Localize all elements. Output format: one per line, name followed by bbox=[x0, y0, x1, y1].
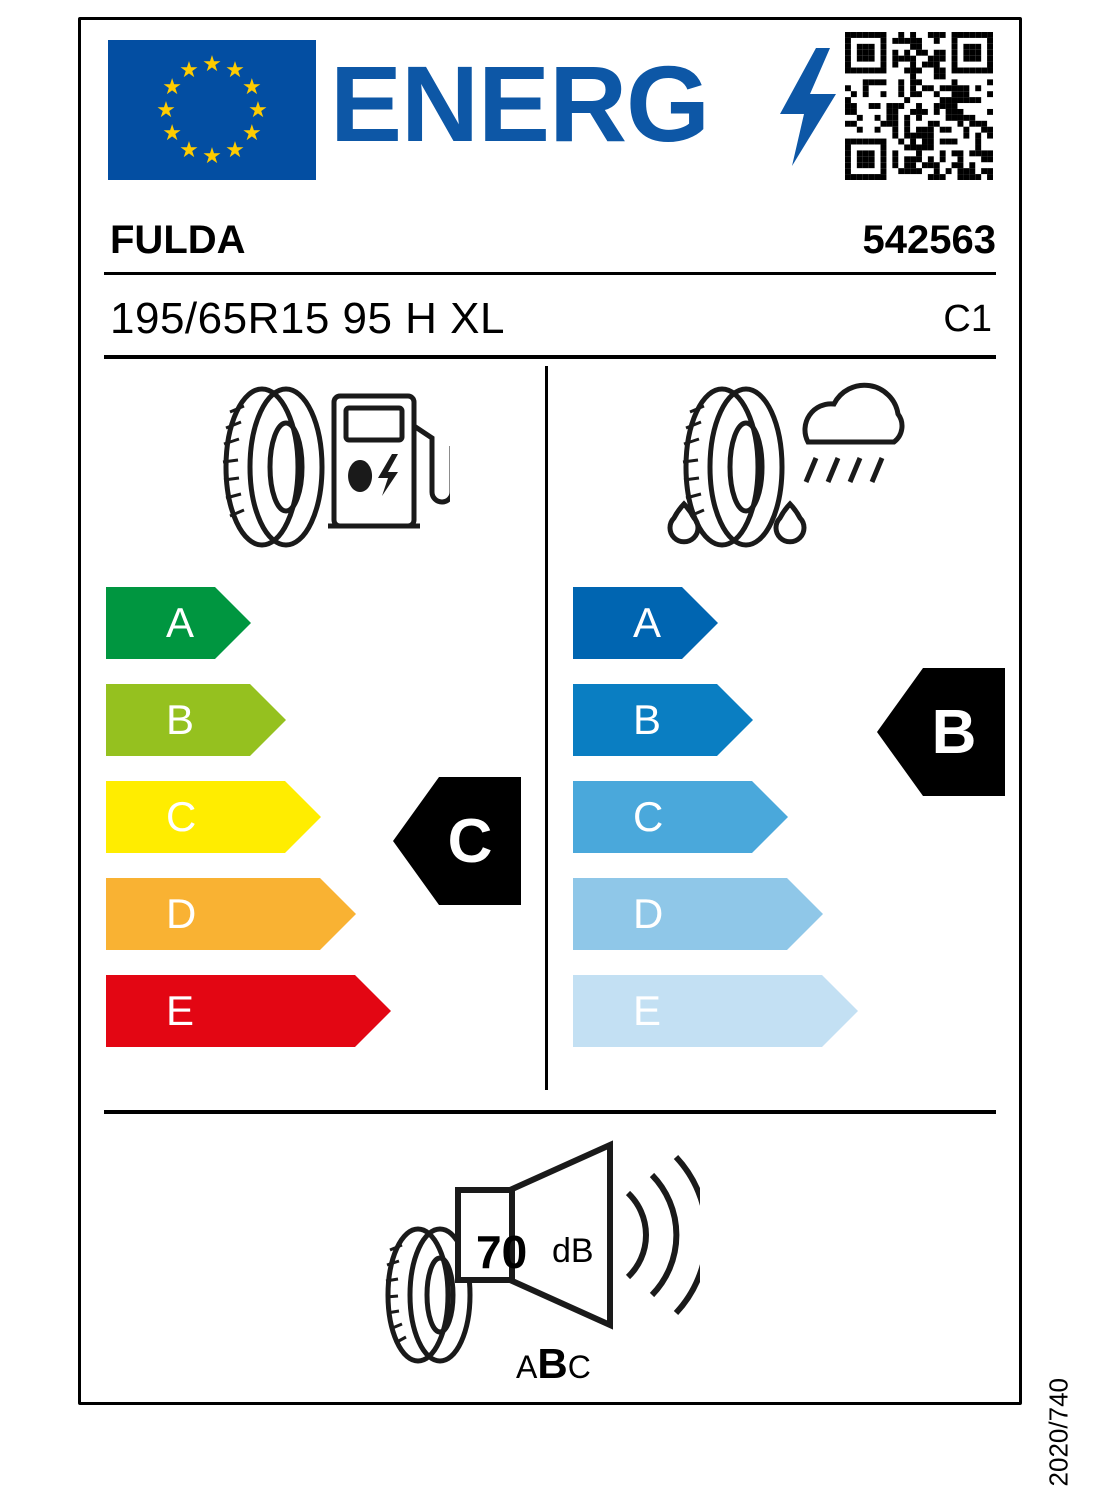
eu-star-icon: ★ bbox=[248, 97, 268, 122]
eu-flag-icon bbox=[108, 40, 316, 180]
noise-class-b: B bbox=[537, 1340, 568, 1387]
eu-star-icon: ★ bbox=[202, 51, 222, 76]
brand-name: FULDA bbox=[110, 218, 246, 262]
eu-star-icon: ★ bbox=[162, 74, 183, 99]
wet-scale-row bbox=[573, 587, 718, 659]
sku-number: 542563 bbox=[862, 218, 996, 262]
eu-star-icon: ★ bbox=[202, 143, 222, 168]
wet-scale-row bbox=[573, 878, 823, 950]
noise-class-c: C bbox=[567, 1349, 591, 1385]
fuel-pump-tyre-icon bbox=[200, 382, 450, 557]
tyre-size: 195/65R15 95 H XL bbox=[110, 294, 506, 343]
fuel-scale-row bbox=[106, 684, 286, 756]
divider-2 bbox=[104, 355, 996, 359]
wet-rating-arrow bbox=[877, 668, 1005, 796]
grade-letter: C bbox=[633, 793, 664, 840]
eu-star-icon: ★ bbox=[241, 74, 262, 99]
grade-bar-shape bbox=[106, 684, 286, 756]
noise-class-scale bbox=[516, 1340, 591, 1388]
noise-unit: dB bbox=[552, 1232, 594, 1270]
wet-rating-letter: B bbox=[931, 697, 977, 767]
divider-1 bbox=[104, 272, 996, 275]
tyre-class: C1 bbox=[943, 298, 992, 340]
grade-letter: A bbox=[166, 599, 195, 646]
grade-bar-shape bbox=[106, 878, 356, 950]
eu-star-icon: ★ bbox=[225, 57, 245, 83]
divider-vertical bbox=[545, 366, 548, 1090]
noise-class-a: A bbox=[516, 1349, 538, 1385]
fuel-scale-row bbox=[106, 781, 321, 853]
wet-scale-row bbox=[573, 975, 858, 1047]
grade-bar-shape bbox=[573, 781, 788, 853]
grade-letter: E bbox=[166, 987, 195, 1034]
grade-letter: E bbox=[633, 987, 662, 1034]
eu-star-icon: ★ bbox=[156, 97, 176, 122]
eu-star-icon: ★ bbox=[241, 120, 262, 145]
fuel-scale-row bbox=[106, 878, 356, 950]
grade-bar-shape bbox=[573, 975, 858, 1047]
fuel-rating-arrow bbox=[393, 777, 521, 905]
grade-bar-shape bbox=[106, 781, 321, 853]
grade-letter: B bbox=[166, 696, 195, 743]
eu-star-icon: ★ bbox=[179, 136, 199, 162]
fuel-rating-letter: C bbox=[447, 806, 493, 876]
regulation-year: 2020/740 bbox=[1043, 1378, 1073, 1486]
eu-star-icon: ★ bbox=[225, 136, 245, 162]
grade-bar-shape bbox=[573, 684, 753, 756]
divider-3 bbox=[104, 1110, 996, 1114]
grade-letter: C bbox=[166, 793, 197, 840]
noise-value: 70 bbox=[476, 1226, 528, 1278]
grade-letter: D bbox=[166, 890, 197, 937]
wet-scale-row bbox=[573, 684, 753, 756]
fuel-scale-row bbox=[106, 587, 251, 659]
eu-star-icon: ★ bbox=[162, 120, 183, 145]
page-title: ENERG bbox=[330, 43, 710, 164]
wet-scale-row bbox=[573, 781, 788, 853]
qr-code-icon bbox=[845, 32, 993, 180]
eu-star-icon: ★ bbox=[179, 57, 199, 83]
fuel-scale-row bbox=[106, 975, 391, 1047]
grade-letter: A bbox=[633, 599, 662, 646]
grade-letter: D bbox=[633, 890, 664, 937]
grade-bar-shape bbox=[573, 878, 823, 950]
grade-letter: B bbox=[633, 696, 662, 743]
rain-cloud-tyre-icon bbox=[660, 382, 920, 567]
grade-bar-shape bbox=[106, 975, 391, 1047]
lightning-bolt-icon bbox=[778, 48, 838, 166]
